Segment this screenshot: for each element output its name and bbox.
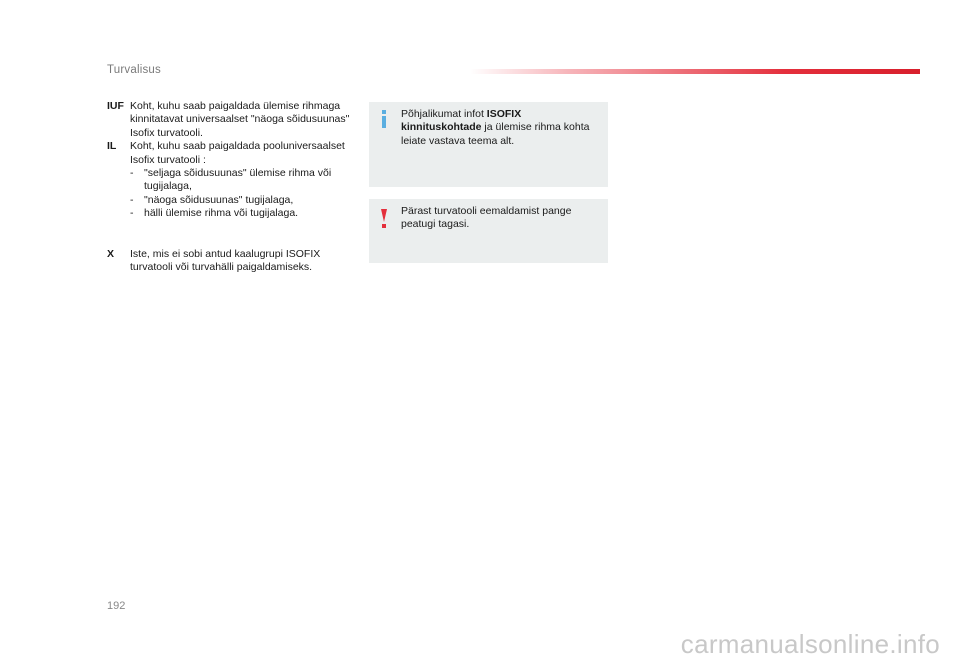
dash-bullet: -: [130, 193, 134, 206]
list-item: [130, 194, 357, 207]
entry-x: [107, 248, 357, 275]
info-text-after: ja ülemise rihma kohta leiate vastava teema alt.: [401, 121, 590, 147]
entry-body: [130, 140, 357, 220]
entry-code: IUF: [107, 100, 124, 112]
warning-note: [369, 199, 608, 263]
entry-code: IL: [107, 140, 117, 153]
info-text-bold: ISOFIX kinnituskohtade: [401, 108, 522, 134]
entry-text: Iste, mis ei sobi antud kaalugrupi ISOFIX turvatooli või turvahälli paigaldamiseks.: [130, 247, 321, 274]
list-item-text: "näoga sõidusuunas" tugijalaga,: [144, 193, 294, 206]
sub-list: [130, 167, 357, 221]
list-item-text: hälli ülemise rihma või tugijalaga.: [144, 207, 299, 220]
entry-text: Koht, kuhu saab paigaldada pooluniversaalset Isofix turvatooli :: [130, 140, 345, 166]
info-note-text: [401, 108, 594, 148]
list-item: [130, 167, 357, 194]
left-column: [107, 100, 357, 274]
entry-il: [107, 140, 357, 220]
watermark: carmanualsonline.info: [680, 629, 940, 659]
info-text-before: Põhjalikumat infot: [401, 108, 487, 120]
entry-text: Koht, kuhu saab paigaldada ülemise rihmaga kinnitatavat universaalset "näoga sõidusuunas" Isofix turvatooli.: [130, 100, 350, 139]
list-item-text: "seljaga sõidusuunas" ülemise rihma või tugijalaga,: [144, 167, 332, 193]
dash-bullet: -: [130, 207, 134, 220]
list-item: [130, 207, 357, 220]
entry-iuf: [107, 100, 357, 140]
info-note: [369, 102, 608, 187]
info-icon: [380, 110, 388, 128]
warning-note-text: Pärast turvatooli eemaldamist pange peatugi tagasi.: [401, 205, 572, 231]
section-title: Turvalisus: [107, 64, 161, 76]
entry-code: X: [107, 247, 115, 260]
header-rule: [470, 69, 920, 74]
page-number: 192: [107, 600, 126, 612]
dash-bullet: -: [130, 167, 134, 180]
warning-icon: [381, 209, 387, 227]
